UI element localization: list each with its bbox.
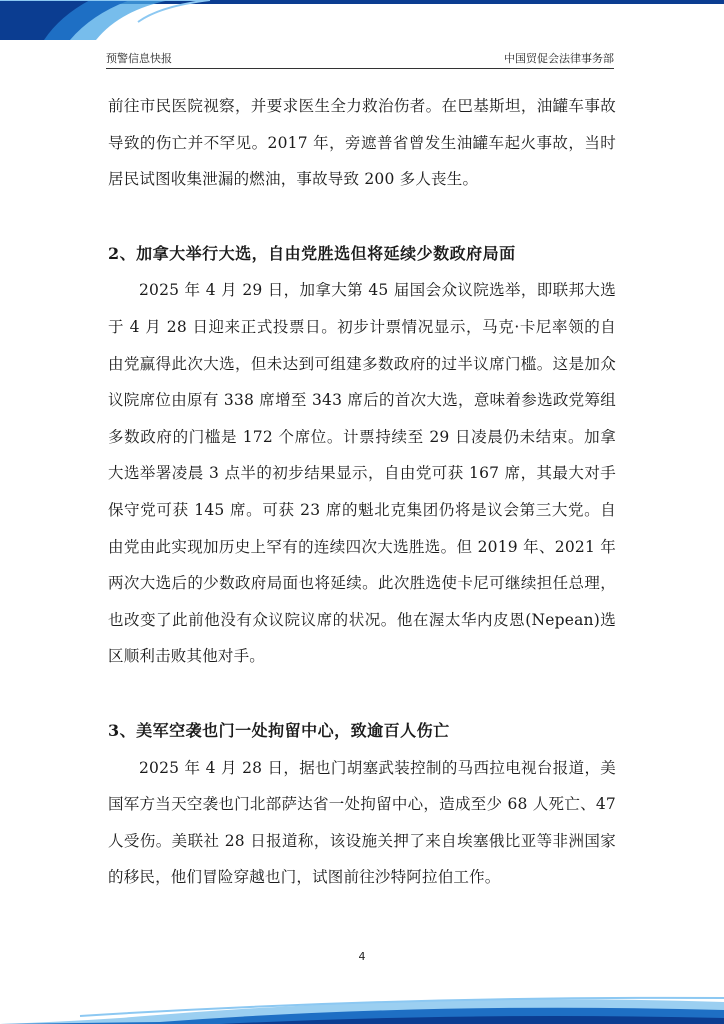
section-3-heading: 3、美军空袭也门一处拘留中心，致逾百人伤亡 — [108, 720, 450, 740]
section-2-paragraph: 2025 年 4 月 29 日，加拿大第 45 届国会众议院选举，即联邦大选于 4 月 28 日迎来正式投票日。初步计票情况显示，马克·卡尼率领的自由党赢得此次大选，但未达到可组建多数政府的过半议席门槛。这是加众议院席位由原有 338 席增至 343 席后的首次大选，意味着参选政党筹组多数政府的门槛是 172 个席位。计票持续至 29 日凌晨仍未结束。加拿大选举署凌晨 3 点半的初步结果显示，自由党可获 167 席，其最大对手保守党可获 145 席。可获 23 席的魁北克集团仍将是议会第三大党。自由党由此实现加历史上罕有的连续四次大选胜选。但 2019 年、2021 年两次大选后的少数政府局面也将延续。此次胜选使卡尼可继续担任总理，也改变了此前他没有众议院议席的状况。他在渥太华内皮恩(Nepean)选区顺利击败其他对手。 — [108, 281, 616, 666]
header-divider — [106, 68, 614, 69]
section-3-paragraph: 2025 年 4 月 28 日，据也门胡塞武装控制的马西拉电视台报道，美国军方当天空袭也门北部萨达省一处拘留中心，造成至少 68 人死亡、47 人受伤。美联社 28 日报道称，该设施关押了来自埃塞俄比亚等非洲国家的移民，他们冒险穿越也门，试图前往沙特阿拉伯工作。 — [108, 758, 616, 887]
intro-paragraph: 前往市民医院视察，并要求医生全力救治伤者。在巴基斯坦，油罐车事故导致的伤亡并不罕见。2017 年，旁遮普省曾发生油罐车起火事故，当时居民试图收集泄漏的燃油，事故导致 200 多人丧生。 — [108, 97, 616, 189]
running-header — [106, 48, 614, 70]
bottom-decorative-banner — [0, 992, 724, 1024]
page-number: 4 — [358, 950, 366, 963]
header-right-org: 中国贸促会法律事务部 — [504, 52, 614, 65]
section-2-heading: 2、加拿大举行大选，自由党胜选但将延续少数政府局面 — [108, 243, 516, 263]
top-decorative-banner — [0, 0, 724, 40]
header-left-title: 预警信息快报 — [106, 52, 172, 65]
document-body — [108, 88, 616, 896]
